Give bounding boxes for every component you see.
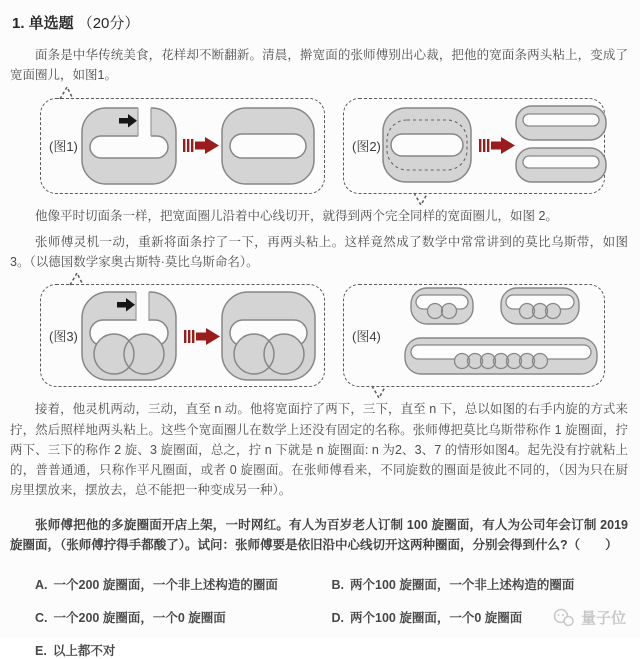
question-text: 张师傅把他的多旋圈面开店上架，一时网红。有人为百岁老人订制 100 旋圈面，有人为公司年会订制 2019 旋圈面，（张师傅拧得手都酸了）。试问：张师傅要是依旧沿中心线切开这两种圈面，分别会得到什么?（ ） (10, 517, 628, 552)
qbitai-logo-icon (552, 608, 576, 628)
option-d-text: 两个100 旋圈面，一个0 旋圈面 (350, 611, 523, 625)
figure2-box (343, 98, 605, 194)
option-e[interactable] (35, 641, 332, 659)
transform-arrow-icon (183, 137, 219, 154)
seven-twist-loop-shape (405, 338, 597, 374)
figure2-diagram (383, 100, 608, 192)
option-e-text: 以上都不对 (52, 644, 116, 658)
figure4-label: (图4) (352, 329, 381, 345)
paragraph-intro: 面条是中华传统美食，花样却不断翻新。清晨，擀宽面的张师傅别出心裁，把他的宽面条两头粘上，变成了宽面圈儿，如图1。 (10, 48, 628, 83)
callout-tail-down-fig4 (370, 385, 388, 399)
paragraph-mobius: 张师傅灵机一动，重新将面条拧了一下，再两头粘上。这样竟然成了数学中常常讲到的莫比乌斯带，如图3。（以德国数学家奥古斯特·莫比乌斯命名）。 (10, 234, 628, 269)
loop-with-centerline-shape (383, 108, 471, 182)
thin-loop-top-shape (516, 106, 606, 140)
option-b[interactable] (332, 575, 629, 593)
question-number: 1. 单选题 (12, 15, 74, 32)
three-twist-loop-shape (501, 288, 579, 324)
option-d-key: D. (331, 611, 344, 625)
option-c[interactable] (35, 608, 332, 626)
watermark-label: 量子位 (580, 610, 626, 627)
figure-row-2 (40, 284, 628, 387)
option-a[interactable] (35, 575, 332, 593)
figure3-label: (图3) (49, 329, 78, 345)
figure2-label: (图2) (352, 139, 381, 154)
mobius-closed-shape (222, 292, 315, 380)
figure1-label: (图1) (49, 139, 78, 154)
option-e-key: E. (35, 644, 47, 658)
watermark (552, 607, 626, 628)
option-b-text: 两个100 旋圈面，一个非上述构造的圈面 (350, 578, 575, 592)
option-c-text: 一个200 旋圈面，一个0 旋圈面 (53, 611, 226, 625)
figure1-box (40, 98, 325, 194)
page-title (12, 12, 628, 33)
transform-arrow-icon (479, 137, 515, 154)
option-c-key: C. (35, 611, 48, 625)
figure1-diagram (80, 100, 315, 192)
paragraph-n-twist: 接着，他灵机两动，三动，直至 n 动。他将宽面拧了两下，三下，直至 n 下，总以如图的右手内旋的方式来拧，然后照样地两头粘上。这些个宽面圈儿在数学上还没有固定的名称。张师傅把莫比乌斯带称作 1 旋圈面，拧两下、三下的称作 2 旋、3 旋圈面，总之，拧 n 下就是 n 旋圈面: n 为2、3、7 的情形如图4。起先没有拧就粘上的，普普通通，只称作平凡圈面，或者 0 旋圈面。在张师傅看来，不同旋数的圈面是彼此不同的，（因为只在厨房里摆放来，摆放去，总不能把一种变成另一种）。 (10, 402, 628, 498)
question-score: （20分） (77, 15, 140, 32)
option-a-key: A. (35, 578, 48, 592)
transform-arrow-icon (184, 328, 220, 345)
figure3-box (40, 284, 325, 387)
thin-loop-bottom-shape (516, 148, 606, 182)
option-a-text: 一个200 旋圈面，一个非上述构造的圈面 (53, 578, 278, 592)
paragraph-cut: 他像平时切面条一样，把宽面圈儿沿着中心线切开，就得到两个完全同样的宽面圈儿，如图 2。 (35, 208, 558, 223)
two-twist-loop-shape (411, 288, 473, 324)
figure4-box (343, 284, 605, 387)
option-b-key: B. (331, 578, 344, 592)
callout-tail-down-fig2 (412, 192, 430, 206)
noodle-loop-closed-shape (222, 108, 314, 184)
figure-row-1 (40, 98, 628, 194)
figure3-diagram (80, 288, 315, 384)
options-list (35, 575, 628, 659)
figure4-diagram (383, 286, 618, 386)
